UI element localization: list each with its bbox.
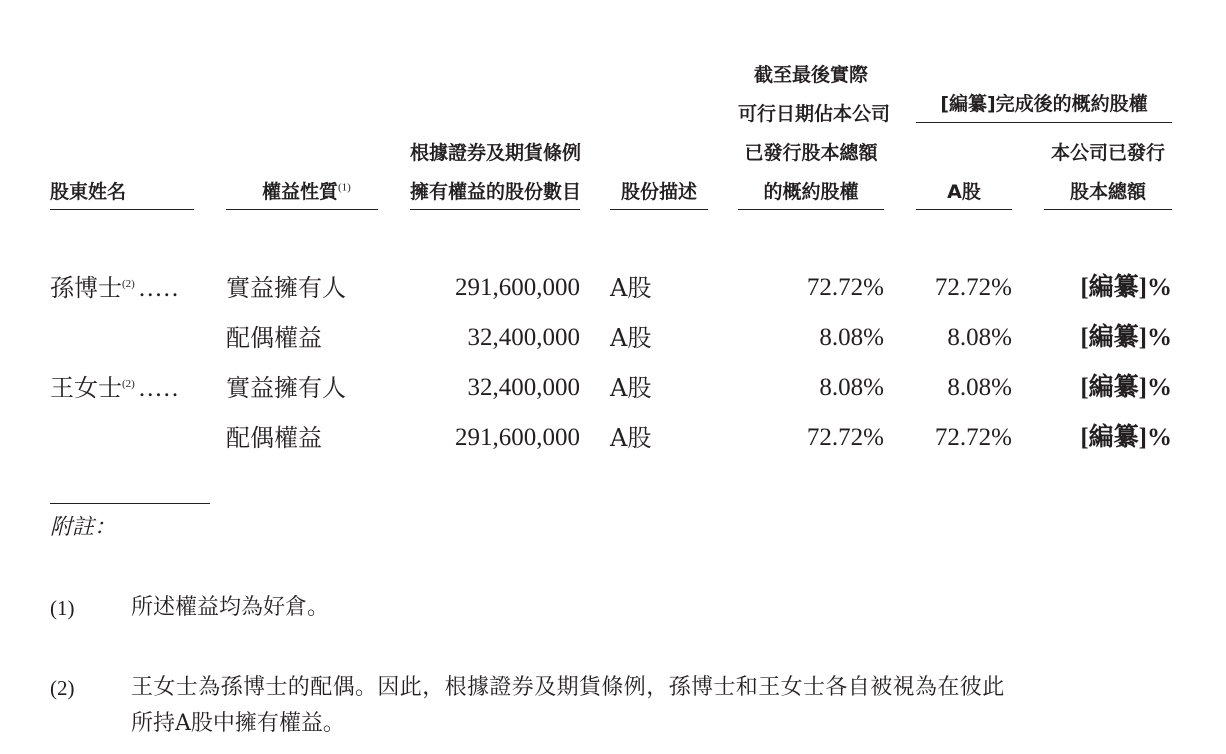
header-rule — [410, 209, 580, 210]
pct-total-after: [編纂]% — [1080, 424, 1172, 451]
share-description: A股 — [610, 374, 652, 402]
share-count: 291,600,000 — [455, 274, 580, 301]
header-group-rule — [916, 122, 1172, 123]
interest-nature: 實益擁有人 — [226, 374, 346, 402]
header-total-after-line2: 股本總額 — [1069, 181, 1146, 203]
header-pct-before-line3: 已發行股本總額 — [744, 142, 878, 164]
header-description: 股份描述 — [620, 181, 697, 203]
header-rule — [916, 209, 1012, 210]
pct-total-after: [編纂]% — [1080, 274, 1172, 301]
notes-heading: 附註： — [50, 515, 117, 540]
share-description: A股 — [610, 274, 652, 302]
note-number: (2) — [50, 676, 75, 700]
pct-total-after: [編纂]% — [1080, 324, 1172, 351]
header-shares-line2: 擁有權益的股份數目 — [410, 181, 582, 203]
header-pct-before-line2: 可行日期佔本公司 — [738, 103, 891, 125]
share-description: A股 — [610, 424, 652, 452]
note-text: 王女士為孫博士的配偶。因此，根據證券及期貨條例，孫博士和王女士各自被視為在彼此 — [131, 675, 1005, 700]
pct-before: 72.72% — [806, 274, 884, 301]
shareholder-name: 孫博士$^{(2)}$ ..... — [50, 274, 181, 302]
note-number: (1) — [50, 596, 75, 620]
note-text: 所持A股中擁有權益。 — [131, 711, 345, 736]
header-shares-line1: 根據證券及期貨條例 — [410, 142, 582, 164]
header-shareholder: 股東姓名 — [50, 181, 127, 203]
header-pct-before-line1: 截至最後實際 — [753, 64, 868, 86]
pct-before: 8.08% — [819, 374, 884, 401]
header-rule — [1044, 209, 1172, 210]
header-rule — [610, 209, 708, 210]
interest-nature: 配偶權益 — [226, 324, 322, 352]
header-pct-before-line4: 的概約股權 — [763, 181, 859, 203]
share-count: 291,600,000 — [455, 424, 580, 451]
header-rule — [226, 209, 378, 210]
pct-total-after: [編纂]% — [1080, 374, 1172, 401]
header-group-after: [編纂]完成後的概約股權 — [940, 93, 1148, 115]
notes-divider — [50, 503, 210, 504]
header-a-shares: A股 — [947, 181, 981, 203]
share-count: 32,400,000 — [467, 324, 580, 351]
pct-before: 8.08% — [819, 324, 884, 351]
share-count: 32,400,000 — [467, 374, 580, 401]
header-nature-label: 權益性質 — [262, 181, 339, 203]
note-text: 所述權益均為好倉。 — [131, 595, 330, 620]
header-rule — [738, 209, 884, 210]
pct-a-shares: 8.08% — [947, 324, 1012, 351]
shareholder-name: 王女士$^{(2)}$ ..... — [50, 374, 181, 402]
pct-a-shares: 72.72% — [934, 274, 1012, 301]
pct-before: 72.72% — [806, 424, 884, 451]
pct-a-shares: 8.08% — [947, 374, 1012, 401]
header-nature — [262, 180, 351, 204]
interest-nature: 實益擁有人 — [226, 274, 346, 302]
header-rule — [50, 209, 194, 210]
header-nature-footnote: (1) — [338, 181, 351, 194]
share-description: A股 — [610, 324, 652, 352]
interest-nature: 配偶權益 — [226, 424, 322, 452]
header-total-after-line1: 本公司已發行 — [1050, 142, 1165, 164]
pct-a-shares: 72.72% — [934, 424, 1012, 451]
